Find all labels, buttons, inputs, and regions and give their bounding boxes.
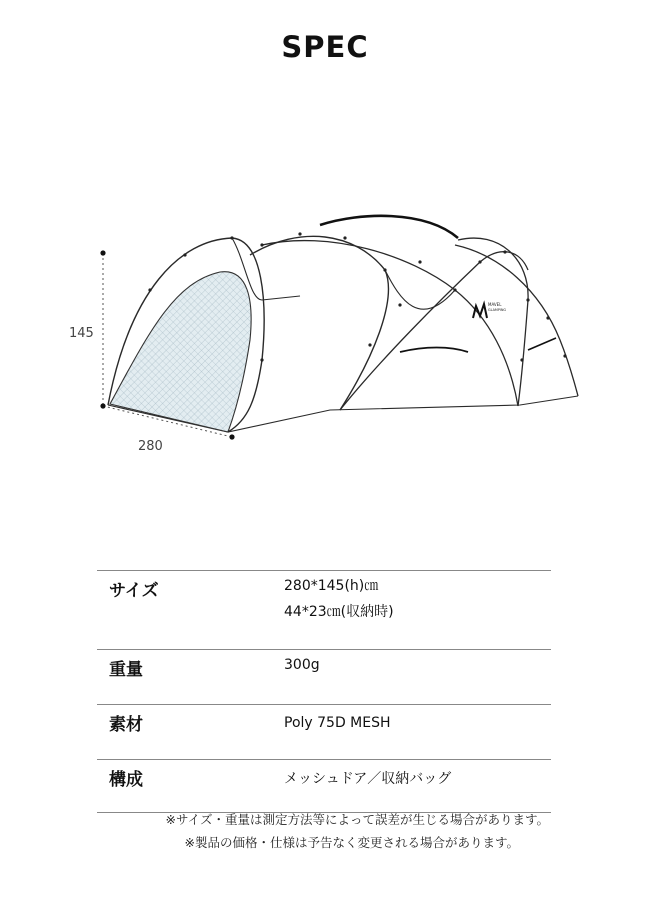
height-label: 145 <box>69 326 94 341</box>
spec-row-size <box>97 570 551 649</box>
spec-key: サイズ <box>109 581 159 601</box>
mesh-door <box>110 272 251 432</box>
logo-text-2: GLAMPING <box>488 308 507 312</box>
spec-value: メッシュドア／収納バッグ <box>284 771 452 787</box>
spec-value <box>284 573 394 625</box>
disclaimer-notes <box>0 808 650 854</box>
spec-row-material <box>97 704 551 759</box>
dimension-dot <box>229 434 234 439</box>
dimension-dot <box>100 250 105 255</box>
spec-key: 重量 <box>109 660 143 680</box>
dimension-dot <box>100 403 105 408</box>
spec-value-line: 280*145(h)㎝ <box>284 578 379 594</box>
brand-logo <box>473 302 506 318</box>
width-label: 280 <box>138 439 163 454</box>
spec-key: 構成 <box>109 770 143 790</box>
page-title: SPEC <box>281 30 369 64</box>
disclaimer-note: ※製品の価格・仕様は予告なく変更される場合があります。 <box>184 835 519 850</box>
logo-text-1: MAVEL <box>488 302 502 307</box>
tent-body <box>108 216 578 432</box>
spec-value-line: 44*23㎝(収納時) <box>284 604 394 620</box>
spec-table <box>97 570 551 813</box>
spec-value: Poly 75D MESH <box>284 715 391 731</box>
spec-row-contents <box>97 759 551 813</box>
spec-value: 300g <box>284 657 320 673</box>
disclaimer-note: ※サイズ・重量は測定方法等によって誤差が生じる場合があります。 <box>165 812 549 827</box>
spec-key: 素材 <box>109 715 143 735</box>
spec-row-weight <box>97 649 551 704</box>
